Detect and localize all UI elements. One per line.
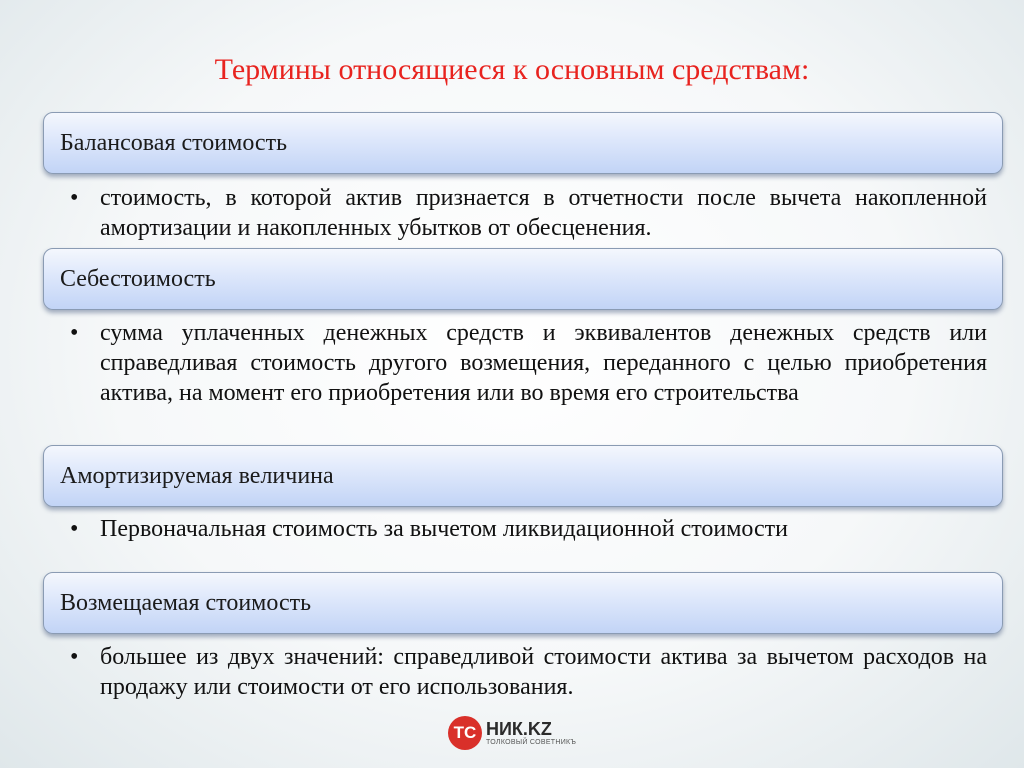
bullet-icon: •	[70, 644, 79, 670]
bullet-icon: •	[70, 516, 79, 542]
term-description-text: стоимость, в которой актив признается в отчетности после вычета накопленной амортизации и накопленных убытков от обесценения.	[100, 185, 987, 241]
term-heading-label: Себестоимость	[60, 265, 216, 292]
logo-name: НИК.KZ	[486, 719, 552, 739]
bullet-icon: •	[70, 185, 79, 211]
term-heading-cost	[43, 248, 1003, 310]
term-heading-balance-value	[43, 112, 1003, 174]
term-description	[70, 514, 987, 544]
logo-mark-icon: ТС	[448, 716, 482, 750]
term-description-text: большее из двух значений: справедливой стоимости актива за вычетом расходов на продажу или стоимости от его использования.	[100, 644, 987, 700]
term-description	[70, 318, 987, 408]
term-heading-recoverable-amount	[43, 572, 1003, 634]
term-description	[70, 183, 987, 243]
term-heading-label: Возмещаемая стоимость	[60, 589, 312, 616]
term-heading-label: Амортизируемая величина	[60, 462, 334, 489]
term-heading-label: Балансовая стоимость	[60, 129, 288, 156]
bullet-icon: •	[70, 320, 79, 346]
logo-tagline: ТОЛКОВЫЙ СОВЕТНИКЪ	[486, 739, 577, 746]
brand-logo	[448, 713, 588, 753]
term-description-text: сумма уплаченных денежных средств и эквивалентов денежных средств или справедливая стоимость другого возмещения, переданного с целью приобретения актива, на момент его приобретения или во время его строительства	[100, 320, 987, 406]
term-description	[70, 642, 987, 702]
term-heading-depreciable-amount	[43, 445, 1003, 507]
slide-title: Термины относящиеся к основным средствам:	[214, 53, 810, 86]
term-description-text: Первоначальная стоимость за вычетом ликвидационной стоимости	[100, 516, 789, 542]
